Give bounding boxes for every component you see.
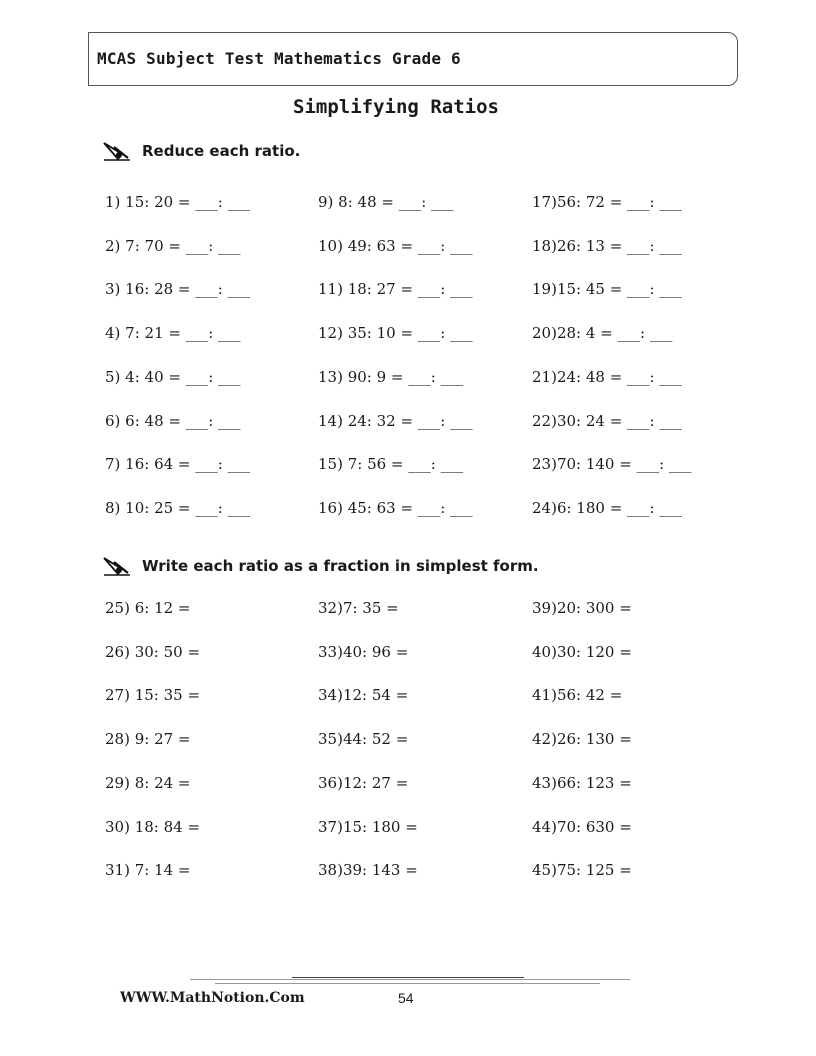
- problem-item: 27) 15: 35 =: [105, 686, 201, 705]
- problem-item: 25) 6: 12 =: [105, 599, 191, 617]
- problem-item: 2) 7: 70 = ___: ___: [105, 236, 241, 255]
- problem-item: 26) 30: 50 =: [105, 642, 201, 661]
- problem-item: 37)15: 180 =: [318, 817, 418, 836]
- pencil-icon: [102, 140, 132, 162]
- footer-site: WWW.MathNotion.Com: [120, 990, 305, 1006]
- problem-item: 13) 90: 9 = ___: ___: [318, 367, 464, 386]
- problem-item: 23)70: 140 = ___: ___: [532, 455, 692, 474]
- problem-item: 31) 7: 14 =: [105, 861, 191, 880]
- page-title: Simplifying Ratios: [293, 96, 499, 118]
- problem-item: 19)15: 45 = ___: ___: [532, 280, 682, 299]
- problem-item: 32)7: 35 =: [318, 599, 399, 617]
- problem-item: 21)24: 48 = ___: ___: [532, 367, 682, 386]
- section2-instruction-text: Write each ratio as a fraction in simplest form.: [142, 557, 539, 575]
- problem-item: 41)56: 42 =: [532, 686, 623, 705]
- problem-item: 11) 18: 27 = ___: ___: [318, 280, 473, 299]
- problem-item: 18)26: 13 = ___: ___: [532, 236, 682, 255]
- problem-item: 15) 7: 56 = ___: ___: [318, 455, 464, 474]
- section1-instruction-text: Reduce each ratio.: [142, 142, 301, 160]
- problem-item: 29) 8: 24 =: [105, 773, 191, 792]
- problem-item: 38)39: 143 =: [318, 861, 418, 880]
- problem-item: 30) 18: 84 =: [105, 817, 201, 836]
- problem-item: 5) 4: 40 = ___: ___: [105, 367, 241, 386]
- problem-item: 28) 9: 27 =: [105, 730, 191, 749]
- problem-item: 16) 45: 63 = ___: ___: [318, 498, 473, 517]
- problem-item: 4) 7: 21 = ___: ___: [105, 324, 241, 343]
- problem-item: 8) 10: 25 = ___: ___: [105, 498, 251, 517]
- problem-item: 39)20: 300 =: [532, 599, 632, 617]
- problem-item: 12) 35: 10 = ___: ___: [318, 324, 473, 343]
- problem-item: 45)75: 125 =: [532, 861, 632, 880]
- problem-item: 35)44: 52 =: [318, 730, 409, 749]
- section1-instruction: [102, 140, 300, 162]
- problem-item: 36)12: 27 =: [318, 773, 409, 792]
- problem-item: 34)12: 54 =: [318, 686, 409, 705]
- problem-item: 44)70: 630 =: [532, 817, 632, 836]
- footer-divider-2: [215, 983, 600, 984]
- footer-divider-3: [292, 977, 524, 978]
- problem-item: 43)66: 123 =: [532, 773, 632, 792]
- problem-item: 40)30: 120 =: [532, 642, 632, 661]
- problem-item: 9) 8: 48 = ___: ___: [318, 193, 454, 211]
- problem-item: 10) 49: 63 = ___: ___: [318, 236, 473, 255]
- problem-item: 1) 15: 20 = ___: ___: [105, 193, 251, 211]
- footer-divider: [190, 979, 630, 980]
- problem-item: 24)6: 180 = ___: ___: [532, 498, 682, 517]
- problem-item: 42)26: 130 =: [532, 730, 632, 749]
- page-number: 54: [398, 990, 414, 1006]
- header-title: MCAS Subject Test Mathematics Grade 6: [97, 49, 461, 68]
- problem-item: 3) 16: 28 = ___: ___: [105, 280, 251, 299]
- problem-item: 14) 24: 32 = ___: ___: [318, 411, 473, 430]
- section2-instruction: [102, 555, 539, 577]
- problem-item: 20)28: 4 = ___: ___: [532, 324, 673, 343]
- problem-item: 6) 6: 48 = ___: ___: [105, 411, 241, 430]
- problem-item: 33)40: 96 =: [318, 642, 409, 661]
- problem-item: 7) 16: 64 = ___: ___: [105, 455, 251, 474]
- header-box: [88, 32, 738, 86]
- problem-item: 17)56: 72 = ___: ___: [532, 193, 682, 211]
- problem-item: 22)30: 24 = ___: ___: [532, 411, 682, 430]
- pencil-icon: [102, 555, 132, 577]
